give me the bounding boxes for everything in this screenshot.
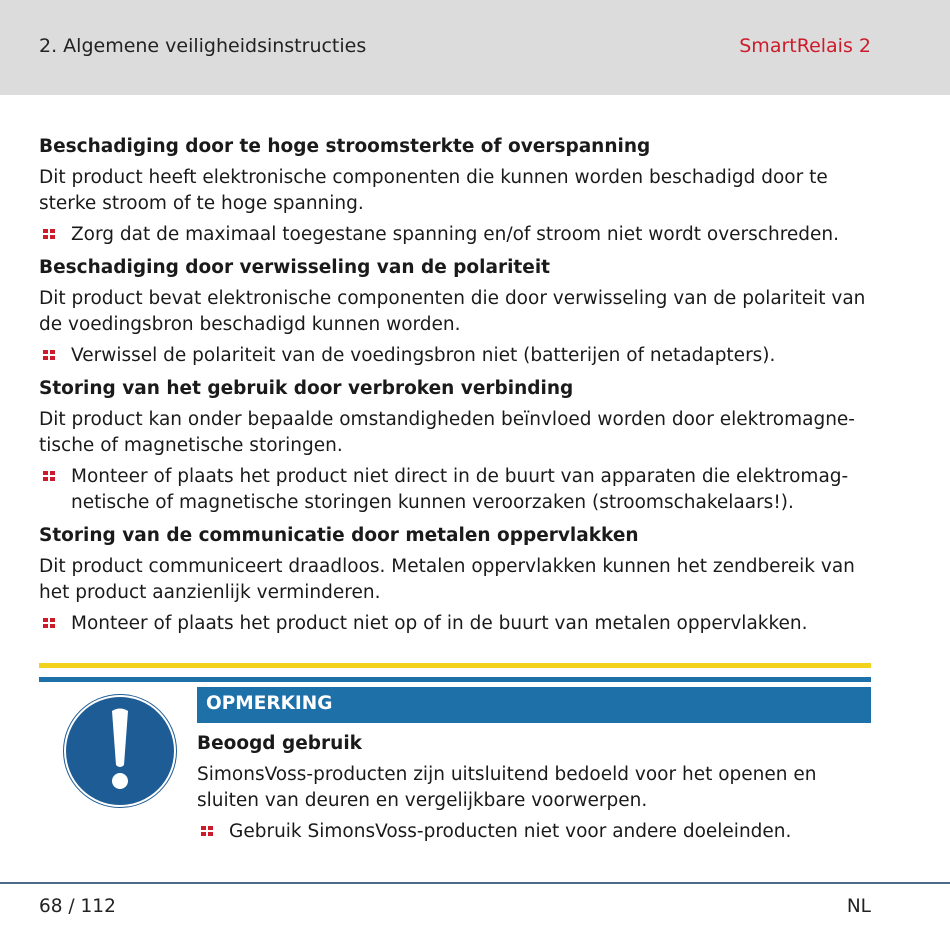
- language-code: NL: [846, 896, 871, 917]
- bullet-icon: [43, 618, 57, 630]
- note-content: [197, 731, 871, 845]
- section-title: 2. Algemene veiligheidsinstructies: [39, 35, 367, 57]
- bullet-text: Gebruik SimonsVoss-producten niet voor andere doeleinden.: [229, 821, 792, 842]
- bullet-text: Verwissel de polariteit van de voedingsbron niet (batterijen of netadapters).: [71, 345, 776, 366]
- bullet-item: [39, 222, 889, 248]
- section-heading: Storing van de communicatie door metalen oppervlakken: [39, 525, 639, 546]
- footer-divider: [0, 882, 950, 884]
- section-heading: Beschadiging door te hoge stroomsterkte of overspanning: [39, 136, 651, 157]
- bullet-text: Zorg dat de maximaal toegestane spanning en/of stroom niet wordt overschreden.: [71, 224, 840, 245]
- section-heading: Beschadiging door verwisseling van de polariteit: [39, 257, 550, 278]
- section-text: Dit product heeft elektronische componenten die kunnen worden beschadigd door te sterke stroom of te hoge spanning.: [39, 167, 828, 214]
- bullet-item: [39, 611, 889, 637]
- section-heading: Storing van het gebruik door verbroken verbinding: [39, 378, 574, 399]
- divider-yellow: [39, 663, 871, 668]
- section-text: Dit product communiceert draadloos. Metalen oppervlakken kunnen het zendbereik van het product aanzienlijk verminderen.: [39, 556, 855, 603]
- exclamation-icon: [64, 695, 176, 807]
- divider-blue: [39, 677, 871, 682]
- section-text: Dit product bevat elektronische componenten die door verwisseling van de polariteit van de voedingsbron beschadigd kunnen worden.: [39, 288, 866, 335]
- bullet-item: [197, 819, 871, 845]
- note-heading: Beoogd gebruik: [197, 733, 362, 754]
- bullet-icon: [43, 471, 57, 483]
- bullet-item: [39, 343, 889, 369]
- bullet-icon: [201, 826, 215, 838]
- product-name: SmartRelais 2: [739, 35, 871, 57]
- page-header: [0, 0, 950, 95]
- main-content: [39, 134, 889, 637]
- note-label-bar: [197, 687, 871, 723]
- bullet-text: Monteer of plaats het product niet op of in de buurt van metalen oppervlakken.: [71, 613, 808, 634]
- page-number: 68 / 112: [39, 896, 116, 917]
- bullet-icon: [43, 350, 57, 362]
- bullet-item: [39, 464, 889, 516]
- section-text: Dit product kan onder bepaalde omstandigheden beïnvloed worden door elektromagne-tische of magnetische storingen.: [39, 409, 855, 456]
- note-text: SimonsVoss-producten zijn uitsluitend bedoeld voor het openen en sluiten van deuren en vergelijkbare voorwerpen.: [197, 764, 817, 811]
- bullet-icon: [43, 229, 57, 241]
- bullet-text: Monteer of plaats het product niet direct in de buurt van apparaten die elektromag-netische of magnetische storingen kunnen veroorzaken (stroomschakelaars!).: [71, 466, 849, 513]
- note-label: OPMERKING: [206, 693, 333, 714]
